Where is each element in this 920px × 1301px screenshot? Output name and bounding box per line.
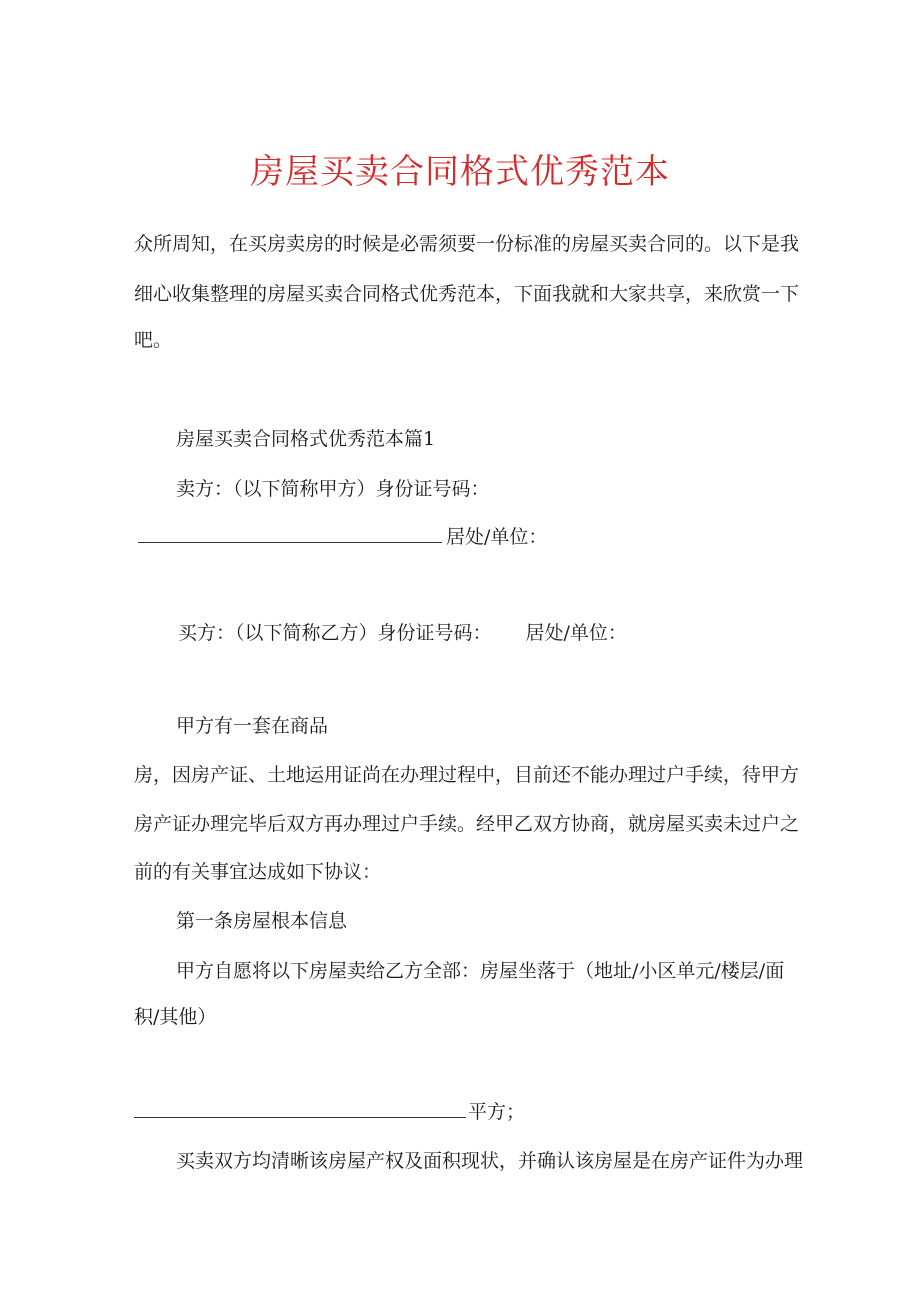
article-1-heading: 第一条房屋根本信息: [176, 910, 348, 932]
paragraph-1-line-4: 前的有关事宜达成如下协议：: [134, 861, 382, 883]
area-suffix: 平方；: [468, 1101, 526, 1123]
paragraph-1-line-1: 甲方有一套在商品: [176, 715, 329, 737]
area-blank: [134, 1099, 466, 1118]
paragraph-1-line-3: 房产证办理完毕后双方再办理过户手续。经甲乙双方协商，就房屋买卖未过户之: [134, 813, 800, 835]
intro-line-2: 细心收集整理的房屋买卖合同格式优秀范本，下面我就和大家共享，来欣赏一下: [134, 283, 800, 305]
section-heading: 房屋买卖合同格式优秀范本篇1: [176, 428, 436, 450]
buyer-address-label: 居处/单位：: [525, 622, 627, 644]
seller-id-blank: [138, 524, 442, 543]
intro-line-1: 众所周知，在买房卖房的时候是必需须要一份标准的房屋买卖合同的。以下是我: [134, 233, 800, 255]
buyer-row: [178, 620, 627, 646]
article-1-line-2: 积/其他）: [134, 1006, 217, 1028]
seller-address-label: 居处/单位：: [446, 526, 548, 548]
document-title: 房屋买卖合同格式优秀范本: [250, 152, 670, 192]
seller-address-row: [138, 524, 547, 550]
article-1-line-1: 甲方自愿将以下房屋卖给乙方全部：房屋坐落于（地址/小区单元/楼层/面: [176, 960, 785, 982]
paragraph-1-line-2: 房，因房产证、土地运用证尚在办理过程中，目前还不能办理过户手续，待甲方: [134, 764, 800, 786]
seller-line: 卖方：（以下简称甲方）身份证号码：: [176, 478, 490, 500]
last-line: 买卖双方均清晰该房屋产权及面积现状，并确认该房屋是在房产证件为办理: [176, 1150, 804, 1172]
intro-line-3: 吧。: [134, 329, 173, 351]
buyer-line: 买方：（以下简称乙方）身份证号码：: [178, 622, 492, 644]
area-row: [134, 1099, 525, 1125]
